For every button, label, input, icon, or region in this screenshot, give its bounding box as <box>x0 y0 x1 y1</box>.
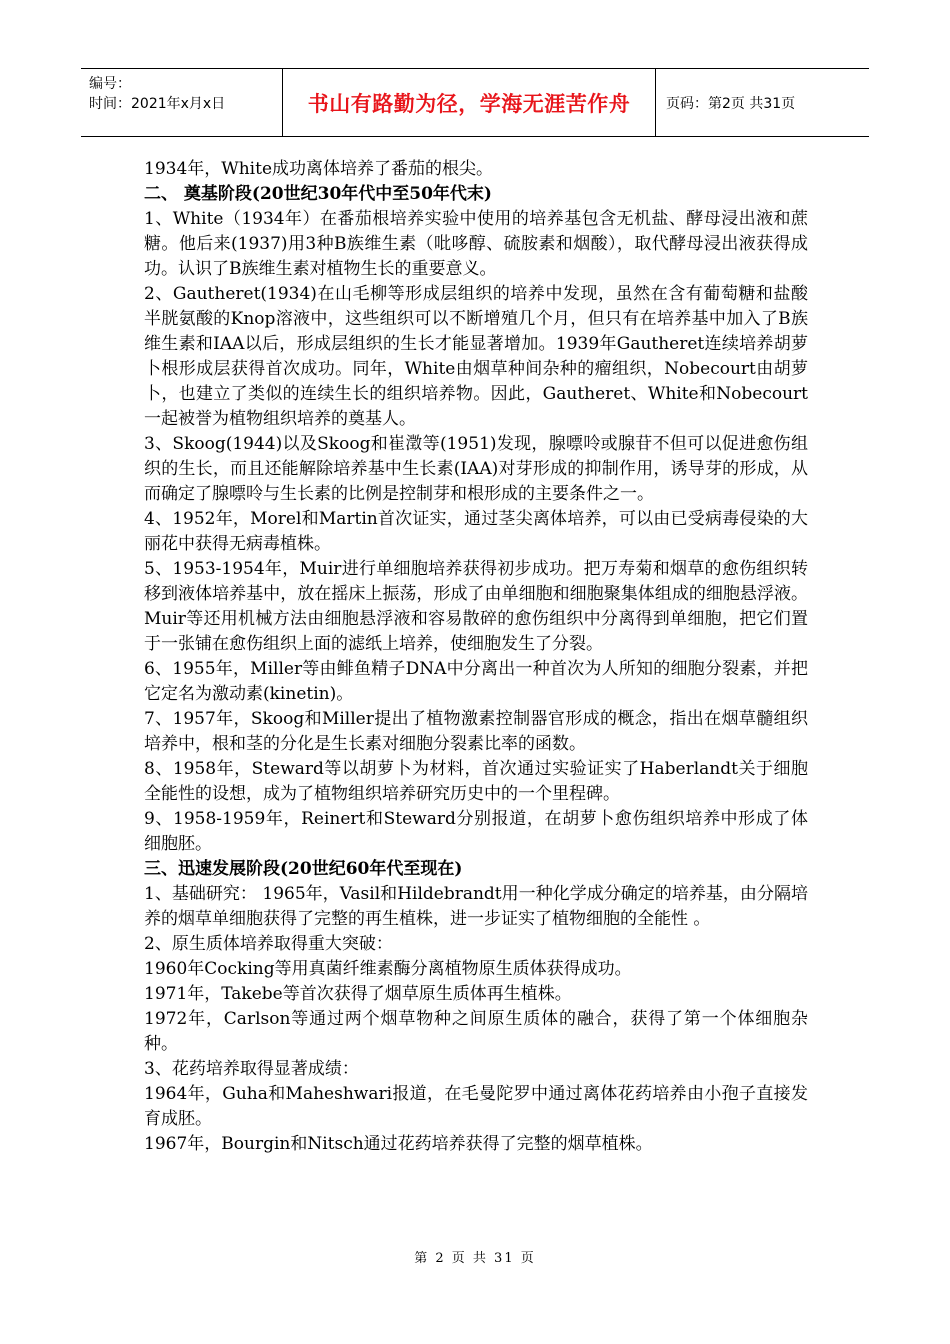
body-paragraph: 3、Skoog(1944)以及Skoog和崔澂等(1951)发现，腺嘌呤或腺苷不但可以促进愈伤组织的生长，而且还能解除培养基中生长素(IAA)对芽形成的抑制作用，诱导芽的形成，从而确定了腺嘌呤与生长素的比例是控制芽和根形成的主要条件之一。 <box>144 434 808 504</box>
body-paragraph: 4、1952年，Morel和Martin首次证实，通过茎尖离体培养，可以由已受病毒侵染的大丽花中获得无病毒植株。 <box>144 509 808 554</box>
document-body <box>144 157 808 1157</box>
body-paragraph: 6、1955年，Miller等由鲱鱼精子DNA中分离出一种首次为人所知的细胞分裂素，并把它定名为激动素(kinetin)。 <box>144 659 808 704</box>
document-number-label: 编号： <box>89 76 131 92</box>
header-motto: 书山有路勤为径，学海无涯苦作舟 <box>283 69 656 136</box>
body-paragraph: 8、1958年，Steward等以胡萝卜为材料，首次通过实验证实了Haberlandt关于细胞全能性的设想，成为了植物组织培养研究历史中的一个里程碑。 <box>144 759 808 804</box>
body-paragraph: 1971年，Takebe等首次获得了烟草原生质体再生植株。 <box>144 984 572 1004</box>
body-paragraph: 5、1953-1954年，Muir进行单细胞培养获得初步成功。把万寿菊和烟草的愈伤组织转移到液体培养基中，放在摇床上振荡，形成了由单细胞和细胞聚集体组成的细胞悬浮液。Muir等还用机械方法由细胞悬浮液和容易散碎的愈伤组织中分离得到单细胞，把它们置于一张铺在愈伤组织上面的滤纸上培养，使细胞发生了分裂。 <box>144 559 808 654</box>
document-date: 时间：2021年x月x日 <box>89 96 226 112</box>
body-paragraph: 9、1958-1959年，Reinert和Steward分别报道，在胡萝卜愈伤组织培养中形成了体细胞胚。 <box>144 809 808 854</box>
body-paragraph: 1、基础研究： 1965年，Vasil和Hildebrandt用一种化学成分确定的培养基，由分隔培养的烟草单细胞获得了完整的再生植株，进一步证实了植物细胞的全能性 。 <box>144 884 808 929</box>
body-paragraph: 7、1957年，Skoog和Miller提出了植物激素控制器官形成的概念，指出在烟草髓组织培养中，根和茎的分化是生长素对细胞分裂素比率的函数。 <box>144 709 808 754</box>
body-paragraph: 1967年，Bourgin和Nitsch通过花药培养获得了完整的烟草植株。 <box>144 1134 653 1154</box>
page-header <box>81 68 869 137</box>
body-paragraph: 1972年，Carlson等通过两个烟草物种之间原生质体的融合，获得了第一个体细胞杂种。 <box>144 1009 808 1054</box>
section-heading: 二、 奠基阶段(20世纪30年代中至50年代末) <box>144 184 492 204</box>
body-paragraph: 1964年，Guha和Maheshwari报道，在毛曼陀罗中通过离体花药培养由小孢子直接发育成胚。 <box>144 1084 808 1129</box>
header-meta <box>81 69 283 136</box>
section-heading: 三、迅速发展阶段(20世纪60年代至现在) <box>144 859 463 879</box>
body-paragraph: 1934年，White成功离体培养了番茄的根尖。 <box>144 159 494 179</box>
body-paragraph: 1、White（1934年）在番茄根培养实验中使用的培养基包含无机盐、酵母浸出液和蔗糖。他后来(1937)用3种B族维生素（吡哆醇、硫胺素和烟酸），取代酵母浸出液获得成功。认识了B族维生素对植物生长的重要意义。 <box>144 209 808 279</box>
body-paragraph: 1960年Cocking等用真菌纤维素酶分离植物原生质体获得成功。 <box>144 959 632 979</box>
body-paragraph: 2、Gautheret(1934)在山毛柳等形成层组织的培养中发现，虽然在含有葡萄糖和盐酸半胱氨酸的Knop溶液中，这些组织可以不断增殖几个月，但只有在培养基中加入了B族维生素和IAA以后，形成层组织的生长才能显著增加。1939年Gautheret连续培养胡萝卜根形成层获得首次成功。同年，White由烟草种间杂种的瘤组织，Nobecourt由胡萝卜，也建立了类似的连续生长的组织培养物。因此，Gautheret、White和Nobecourt一起被誉为植物组织培养的奠基人。 <box>144 284 808 429</box>
page-footer: 第 2 页 共 31 页 <box>414 1251 536 1266</box>
header-page-number: 页码：第2页 共31页 <box>666 95 796 112</box>
body-paragraph: 2、原生质体培养取得重大突破： <box>144 934 393 954</box>
body-paragraph: 3、花药培养取得显著成绩： <box>144 1059 359 1079</box>
